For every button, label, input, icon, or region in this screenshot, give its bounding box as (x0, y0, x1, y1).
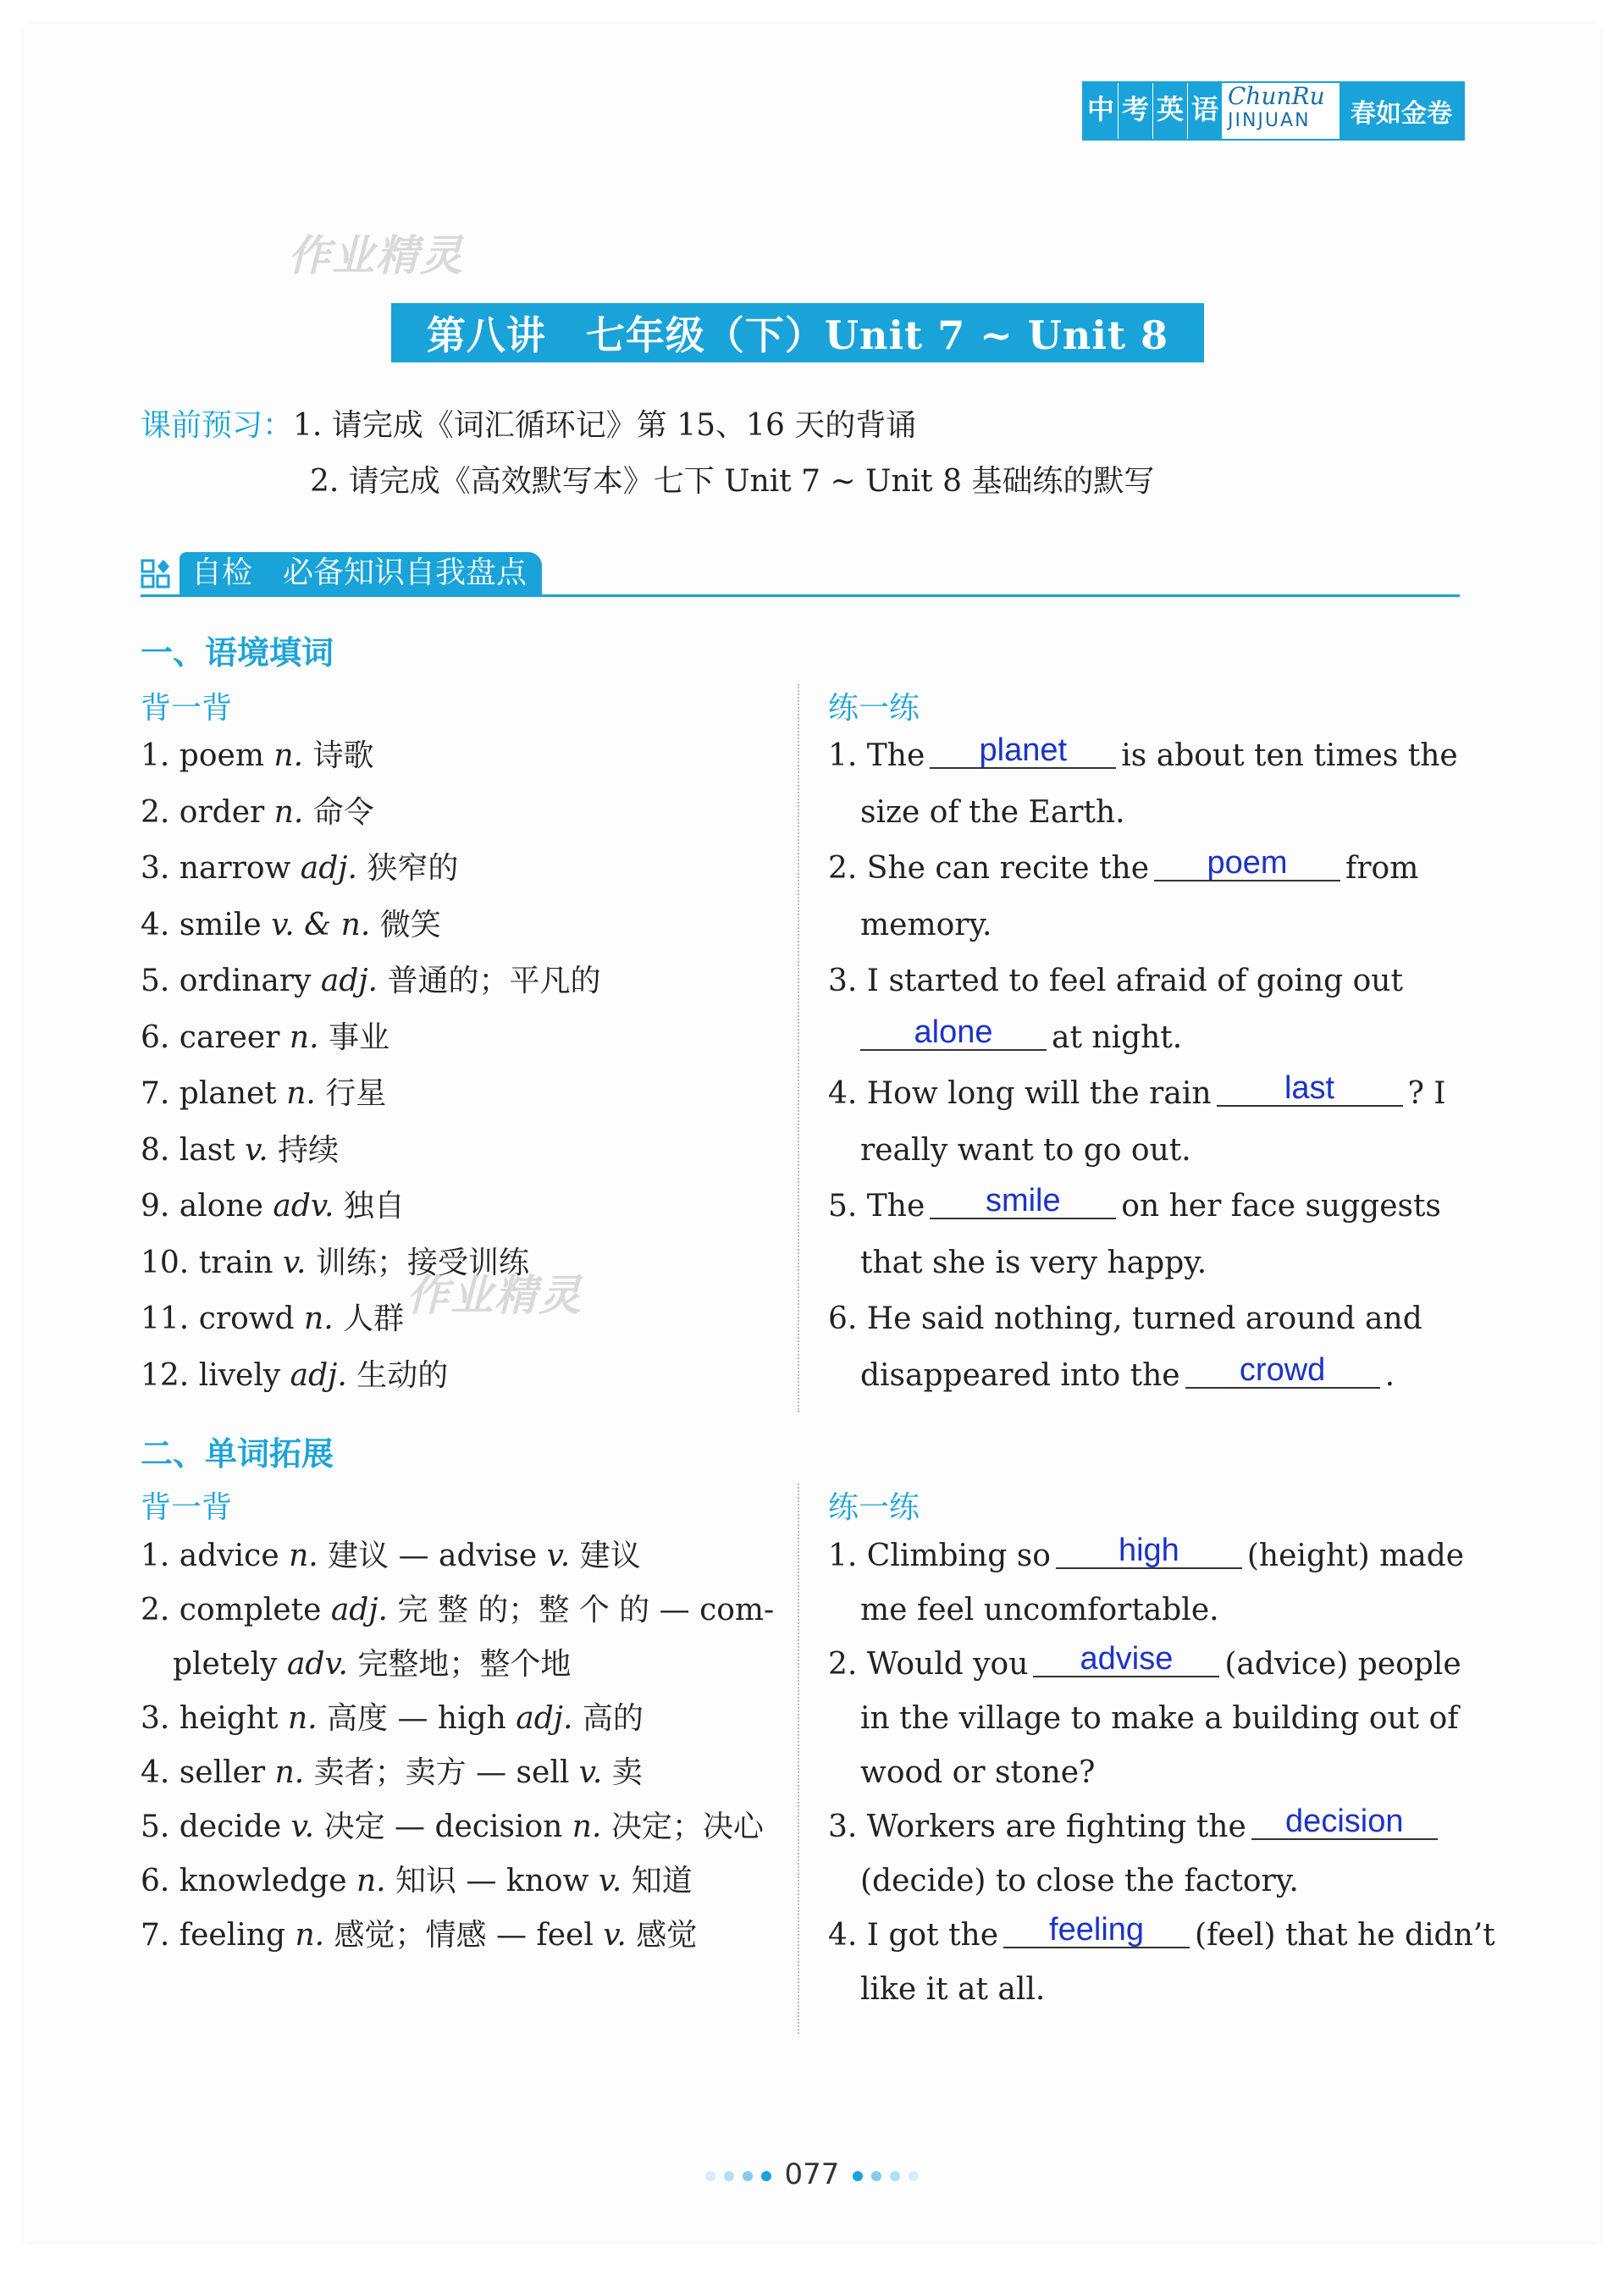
exercise-item: 1. Climbing so high (height) made (828, 1533, 1465, 1573)
vocab-item: 2. complete adj. 完 整 的；整 个 的 — com- (141, 1593, 775, 1627)
preview-label: 课前预习： (141, 408, 294, 443)
vocab-item: 11. crowd n. 人群 (141, 1301, 405, 1336)
answer-blank[interactable]: alone (860, 1015, 1047, 1051)
preview-line-2: 2. 请完成《高效默写本》七下 Unit 7 ~ Unit 8 基础练的默写 (310, 464, 1155, 499)
lesson-title: 第八讲 七年级（下）Unit 7 ~ Unit 8 (391, 303, 1204, 362)
vocab-item: 5. decide v. 决定 — decision n. 决定；决心 (141, 1810, 764, 1844)
exercise-item: 2. She can recite the poem from (828, 845, 1419, 886)
brand-chunru: ChunRu (1228, 82, 1325, 110)
part1-vocab-list (141, 728, 600, 1404)
badge-char: 语 (1188, 83, 1223, 139)
dot-decoration (890, 2171, 900, 2181)
exercise-continuation: memory. (860, 907, 992, 942)
exercise-item: 4. How long will the rain last ? I (828, 1070, 1446, 1111)
part1-right-head: 练一练 (828, 691, 920, 726)
exercise-item: 4. I got the feeling (feel) that he didn’t (828, 1912, 1495, 1953)
exercise-continuation: like it at all. (860, 1972, 1046, 2007)
dot-decoration (705, 2171, 715, 2181)
vocab-item: 8. last v. 持续 (141, 1132, 340, 1168)
part2-right-head: 练一练 (828, 1490, 920, 1525)
answer-blank[interactable]: crowd (1185, 1353, 1380, 1389)
exercise-continuation: (decide) to close the factory. (860, 1864, 1299, 1898)
exercise-continuation: in the village to make a building out of (860, 1701, 1459, 1736)
vocab-item: 1. advice n. 建议 — advise v. 建议 (141, 1539, 641, 1573)
vocab-item: 4. smile v. & n. 微笑 (141, 907, 441, 942)
badge-char: 考 (1119, 83, 1153, 139)
part1-left-head: 背一背 (141, 691, 233, 726)
part2-vocab-list (141, 1529, 774, 1963)
vocab-item: 4. seller n. 卖者；卖方 — sell v. 卖 (141, 1755, 643, 1790)
dot-decoration (909, 2171, 919, 2181)
badge-char: 英 (1153, 83, 1188, 139)
preview-text-1: 1. 请完成《词汇循环记》第 15、16 天的背诵 (293, 408, 917, 443)
vocab-item: 12. lively adj. 生动的 (141, 1357, 449, 1393)
column-divider (798, 1484, 799, 2034)
vocab-item: 6. career n. 事业 (141, 1019, 389, 1055)
exercise-continuation: disappeared into the crowd . (860, 1351, 1395, 1393)
part1-exercise-list (828, 728, 1458, 1404)
vocab-item: 3. height n. 高度 — high adj. 高的 (141, 1701, 644, 1736)
vocab-item: 7. feeling n. 感觉；情感 — feel v. 感觉 (141, 1918, 698, 1953)
column-divider (798, 684, 799, 1412)
exercise-item: 3. Workers are fighting the decision (828, 1800, 1495, 1854)
badge-char: 中 (1084, 83, 1119, 139)
answer-blank[interactable]: advise (1033, 1642, 1219, 1677)
exercise-item: 2. Would you advise (advice) people (828, 1641, 1461, 1682)
answer-blank[interactable]: last (1217, 1071, 1403, 1107)
vocab-item: 2. order n. 命令 (141, 794, 374, 830)
exercise-continuation: wood or stone? (860, 1755, 1096, 1790)
vocab-continuation: pletely adv. 完整地；整个地 (173, 1647, 572, 1682)
exercise-continuation: that she is very happy. (860, 1245, 1207, 1280)
dot-decoration (724, 2171, 734, 2181)
badge-zhongkao (1084, 83, 1223, 139)
exercise-continuation: me feel uncomfortable. (860, 1593, 1219, 1627)
vocab-item: 1. poem n. 诗歌 (141, 738, 374, 773)
vocab-item: 7. planet n. 行星 (141, 1076, 387, 1111)
brand-jinjuan: JINJUAN (1228, 110, 1311, 131)
section-header (141, 552, 1460, 597)
vocab-item: 10. train v. 训练；接受训练 (141, 1245, 529, 1280)
exercise-item: 6. He said nothing, turned around and (828, 1301, 1422, 1336)
answer-blank[interactable]: high (1056, 1533, 1242, 1569)
vocab-item: 5. ordinary adj. 普通的；平凡的 (141, 964, 601, 998)
badge-brand-text (1223, 83, 1340, 139)
answer-blank[interactable]: planet (930, 733, 1116, 769)
preview-line-1 (141, 398, 1154, 454)
dot-decoration (853, 2171, 863, 2181)
dot-decoration (761, 2171, 771, 2181)
exercise-item: 5. The smile on her face suggests (828, 1183, 1441, 1224)
answer-blank[interactable]: decision (1251, 1804, 1438, 1840)
part2-exercise-list (828, 1529, 1495, 2017)
exercise-item: 3. I started to feel afraid of going out (828, 964, 1403, 998)
grid-diamond-icon (141, 559, 171, 589)
dot-decoration (871, 2171, 881, 2181)
vocab-item: 3. narrow adj. 狭窄的 (141, 851, 459, 886)
part2-left-head: 背一背 (141, 1490, 233, 1525)
brand-badge (1082, 81, 1465, 141)
vocab-item: 6. knowledge n. 知识 — know v. 知道 (141, 1864, 693, 1898)
exercise-continuation: alone at night. (828, 1010, 1458, 1067)
vocab-item: 9. alone adv. 独自 (141, 1189, 405, 1224)
answer-blank[interactable]: poem (1154, 846, 1340, 881)
answer-blank[interactable]: smile (930, 1184, 1116, 1219)
dot-decoration (743, 2171, 753, 2181)
part2-heading: 二、单词拓展 (141, 1435, 334, 1473)
section-tab: 自检 必备知识自我盘点 (180, 552, 542, 594)
answer-blank[interactable]: feeling (1003, 1913, 1190, 1948)
exercise-continuation: size of the Earth. (860, 794, 1125, 830)
watermark: 作业精灵 (406, 1271, 583, 1320)
watermark: 作业精灵 (288, 231, 464, 280)
brand-logo: 春如金卷 (1340, 83, 1463, 139)
page-number: 077 (784, 2158, 840, 2191)
exercise-continuation: really want to go out. (860, 1132, 1191, 1168)
part1-heading: 一、语境填词 (141, 634, 334, 671)
exercise-item: 1. The planet is about ten times the (828, 732, 1458, 773)
page-footer (0, 2158, 1624, 2191)
preview-block (141, 398, 1154, 510)
